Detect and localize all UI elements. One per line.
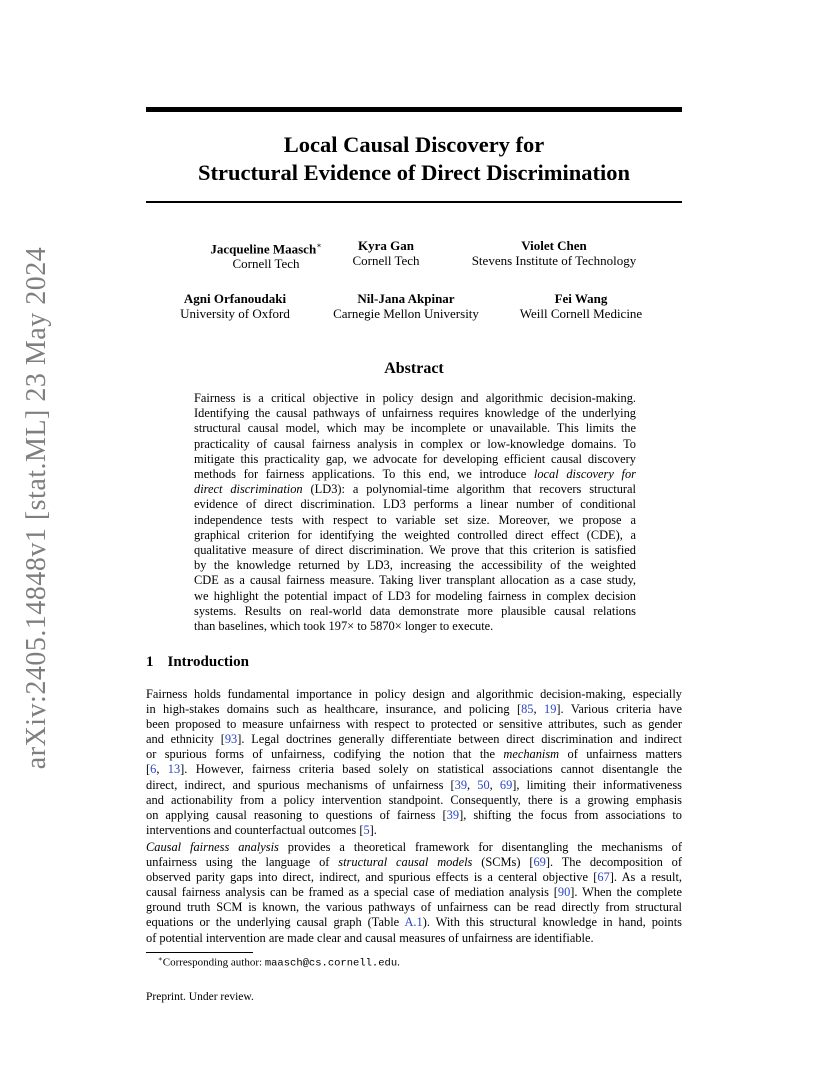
abstract-line: mitigate this practicality gap, we advocate for developing efficient causal discovery xyxy=(194,451,636,466)
italic-term: structural causal models xyxy=(338,855,473,870)
abstract-line: CDE as a causal fairness measure. Taking liver transplant allocation as a case study, xyxy=(194,573,636,588)
intro-paragraph-2 xyxy=(146,840,682,946)
body-line: equations or the underlying causal graph (Table A.1). With this structural knowledge in hand, points xyxy=(146,915,682,930)
body-line: in high-stakes domains such as healthcare, insurance, and policing [85, 19]. Various criteria have xyxy=(146,702,682,717)
author-affiliation: Stevens Institute of Technology xyxy=(471,253,637,268)
body-line: been proposed to measure unfairness with respect to protected or sensitive attributes, such as gender xyxy=(146,717,682,732)
citation-link[interactable]: 69 xyxy=(499,777,513,792)
author-entry xyxy=(191,238,341,271)
citation-link[interactable]: 69 xyxy=(533,855,546,870)
author-affiliation: Cornell Tech xyxy=(232,256,300,272)
footnote-mark: ∗ xyxy=(158,955,163,963)
abstract-line: we highlight the potential impact of LD3 for modeling fairness in complex decision xyxy=(194,588,636,603)
author-name: Nil-Jana Akpinar xyxy=(357,291,455,306)
abstract-line: Fairness is a critical objective in policy design and algorithmic decision-making. xyxy=(194,391,636,405)
citation-link[interactable]: 90 xyxy=(557,885,571,900)
body-line: or spurious forms of unfairness, codifying the notion that the mechanism of unfairness matters xyxy=(146,747,682,762)
title-top-rule xyxy=(146,107,682,112)
section-heading xyxy=(146,654,263,671)
citation-link[interactable]: 67 xyxy=(597,870,610,885)
citation-link[interactable]: 13 xyxy=(167,762,181,777)
citation-link[interactable]: 39 xyxy=(446,807,460,822)
abstract-body xyxy=(194,391,636,634)
footnote: ∗Corresponding author: maasch@cs.cornell.edu. xyxy=(158,955,400,970)
title-line-2: Structural Evidence of Direct Discrimination xyxy=(197,160,630,185)
author-footnote-mark: ∗ xyxy=(316,241,322,250)
abstract-line: by the knowledge returned by LD3, increasing the accessibility of the weighted xyxy=(194,558,636,573)
corresponding-email: maasch@cs.cornell.edu xyxy=(264,957,398,970)
abstract-heading: Abstract xyxy=(384,360,444,377)
author-entry xyxy=(326,291,486,321)
body-line: interventions and counterfactual outcomes [5]. xyxy=(146,822,377,837)
abstract-italic-term: direct discrimination xyxy=(194,482,303,497)
arxiv-identifier-stamp xyxy=(12,246,62,769)
author-affiliation: Weill Cornell Medicine xyxy=(519,306,643,321)
abstract-line: than baselines, which took 197× to 5870× longer to execute. xyxy=(194,619,494,634)
author-entry xyxy=(506,291,656,321)
body-line: [6, 13]. However, fairness criteria based solely on statistical associations cannot disentangle the xyxy=(146,762,682,777)
intro-paragraph-1 xyxy=(146,687,682,838)
author-affiliation: Cornell Tech xyxy=(352,253,420,268)
section-title: Introduction xyxy=(167,654,249,670)
author-name: Fei Wang xyxy=(554,291,608,306)
abstract-line: direct discrimination (LD3): a polynomial-time algorithm that recovers structural xyxy=(194,482,636,497)
abstract-italic-term: local discovery for xyxy=(533,467,636,482)
abstract-line: qualitative measure of direct discrimination. We prove that this criterion is satisfied xyxy=(194,543,636,558)
italic-term: mechanism xyxy=(503,747,560,762)
body-line: of potential intervention are made clear and causal measures of unfairness are identifiable. xyxy=(146,930,594,945)
paper-title xyxy=(146,131,682,187)
author-name: Agni Orfanoudaki xyxy=(183,291,287,306)
body-line: Fairness holds fundamental importance in policy design and algorithmic decision-making, especially xyxy=(146,687,682,701)
section-number: 1 xyxy=(146,654,154,670)
table-reference-link[interactable]: A.1 xyxy=(404,915,423,930)
author-name: Violet Chen xyxy=(521,238,587,253)
italic-term: Causal fairness analysis xyxy=(146,840,279,854)
body-line: and ethnicity [93]. Legal doctrines generally differentiate between direct discrimination and indirect xyxy=(146,732,682,747)
abstract-line: practicality of causal fairness analysis in complex or low-knowledge domains. To xyxy=(194,436,636,451)
author-affiliation: Carnegie Mellon University xyxy=(333,306,479,321)
citation-link[interactable]: 39 xyxy=(454,777,468,792)
abstract-line: graphical criterion for identifying the weighted controlled direct effect (CDE), a xyxy=(194,527,636,542)
abstract-line: methods for fairness applications. To this end, we introduce local discovery for xyxy=(194,467,636,482)
citation-link[interactable]: 6 xyxy=(150,762,157,777)
abstract-line: evidence of direct discrimination. LD3 performs a linear number of conditional xyxy=(194,497,636,512)
abstract-line: structural causal model, which may be incomplete or unavailable. This limits the xyxy=(194,421,636,436)
body-line: observed parity gaps into direct, indirect, and spurious effects is a centeral objective [67]. As a result, xyxy=(146,870,682,885)
abstract-line: independence tests with respect to variable set size. Moreover, we propose a xyxy=(194,512,636,527)
citation-link[interactable]: 19 xyxy=(544,702,557,717)
citation-link[interactable]: 50 xyxy=(477,777,490,792)
author-name: Kyra Gan xyxy=(358,238,414,253)
citation-link[interactable]: 85 xyxy=(521,702,534,717)
preprint-notice: Preprint. Under review. xyxy=(146,991,254,1003)
citation-link[interactable]: 93 xyxy=(224,732,238,747)
author-name: Jacqueline Maasch xyxy=(210,241,317,257)
author-entry xyxy=(464,238,644,268)
author-entry xyxy=(170,291,300,321)
title-line-1: Local Causal Discovery for xyxy=(283,132,545,157)
body-line: Causal fairness analysis provides a theoretical framework for disentangling the mechanisms of xyxy=(146,840,682,854)
body-line: and actionability from a policy intervention standpoint. Consequently, there is a growing emphasis xyxy=(146,792,682,807)
citation-link[interactable]: 5 xyxy=(363,822,370,837)
body-line: ground truth SCM is known, the various pathways of unfairness can be read directly from structural xyxy=(146,900,682,915)
abstract-line: systems. Results on real-world data demonstrate more plausible causal relations xyxy=(194,603,636,618)
author-entry xyxy=(336,238,436,268)
abstract-line: Identifying the causal pathways of unfairness requires knowledge of the underlying xyxy=(194,406,636,421)
author-affiliation: University of Oxford xyxy=(180,306,290,321)
body-line: causal fairness analysis can be framed as a special case of mediation analysis [90]. When the complete xyxy=(146,885,682,900)
title-bottom-rule xyxy=(146,201,682,203)
body-line: on applying causal reasoning to questions of fairness [39], shifting the focus from associations to xyxy=(146,807,682,822)
body-line: direct, indirect, and spurious mechanisms of unfairness [39, 50, 69], limiting their informativeness xyxy=(146,777,682,792)
body-line: unfairness using the language of structural causal models (SCMs) [69]. The decomposition of xyxy=(146,855,682,870)
footnote-rule xyxy=(146,952,253,953)
arxiv-identifier-text: arXiv:2405.14848v1 [stat.ML] 23 May 2024 xyxy=(21,246,53,769)
